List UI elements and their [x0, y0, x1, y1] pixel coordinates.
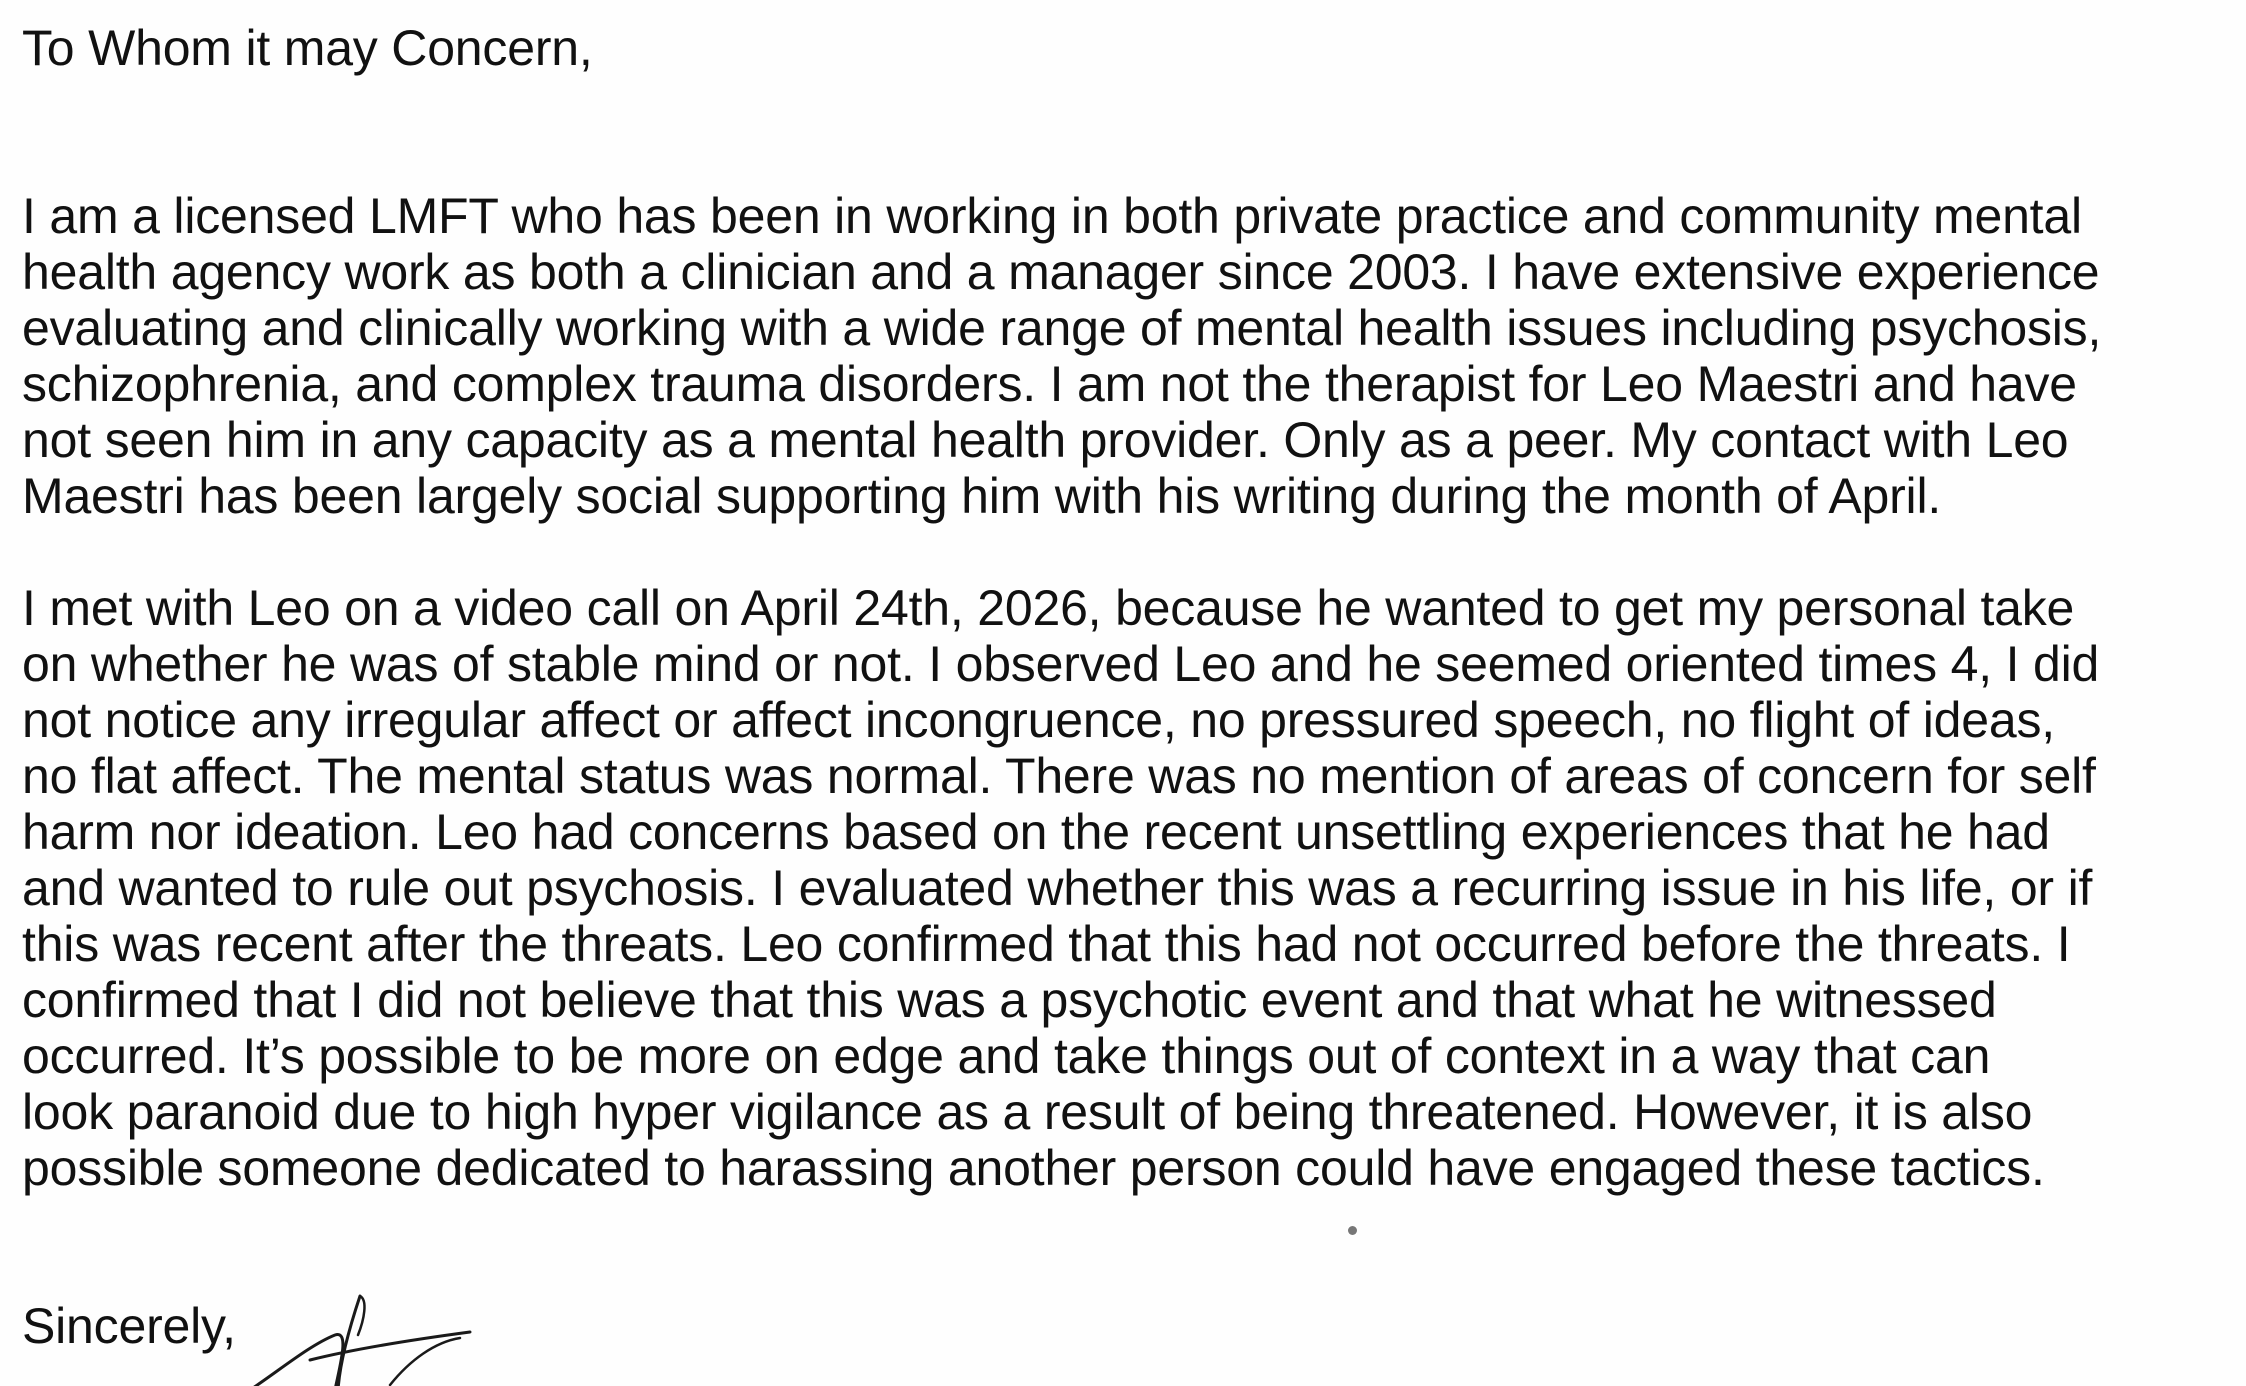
paragraph-2-line: and wanted to rule out psychosis. I evaluated whether this was a recurring issue in his life, or if: [22, 860, 2093, 916]
paragraph-2-line: occurred. It’s possible to be more on edge and take things out of context in a way that can: [22, 1028, 1991, 1084]
paragraph-1-line: Maestri has been largely social supporting him with his writing during the month of April.: [22, 468, 1942, 524]
handwritten-signature: [240, 1290, 500, 1386]
scan-speck: [1348, 1226, 1357, 1235]
paragraph-2-line: this was recent after the threats. Leo confirmed that this had not occurred before the threats. I: [22, 916, 2071, 972]
paragraph-1-line: I am a licensed LMFT who has been in working in both private practice and community mental: [22, 188, 2082, 244]
paragraph-2-line: I met with Leo on a video call on April 24th, 2026, because he wanted to get my personal take: [22, 580, 2075, 636]
closing: Sincerely,: [22, 1298, 236, 1354]
paragraph-2-line: on whether he was of stable mind or not. I observed Leo and he seemed oriented times 4, I did: [22, 636, 2100, 692]
paragraph-2-line: confirmed that I did not believe that this was a psychotic event and that what he witnessed: [22, 972, 1997, 1028]
paragraph-1-line: schizophrenia, and complex trauma disorders. I am not the therapist for Leo Maestri and have: [22, 356, 2077, 412]
paragraph-2-line: possible someone dedicated to harassing another person could have engaged these tactics.: [22, 1140, 2045, 1196]
paragraph-1-line: health agency work as both a clinician and a manager since 2003. I have extensive experience: [22, 244, 2100, 300]
paragraph-1-line: not seen him in any capacity as a mental health provider. Only as a peer. My contact with Leo: [22, 412, 2069, 468]
paragraph-2-line: look paranoid due to high hyper vigilance as a result of being threatened. However, it is also: [22, 1084, 2033, 1140]
paragraph-2-line: harm nor ideation. Leo had concerns based on the recent unsettling experiences that he had: [22, 804, 2050, 860]
salutation: To Whom it may Concern,: [22, 20, 593, 76]
paragraph-1-line: evaluating and clinically working with a wide range of mental health issues including psychosis,: [22, 300, 2102, 356]
paragraph-2-line: no flat affect. The mental status was normal. There was no mention of areas of concern for self: [22, 748, 2096, 804]
paragraph-2-line: not notice any irregular affect or affect incongruence, no pressured speech, no flight of ideas,: [22, 692, 2055, 748]
